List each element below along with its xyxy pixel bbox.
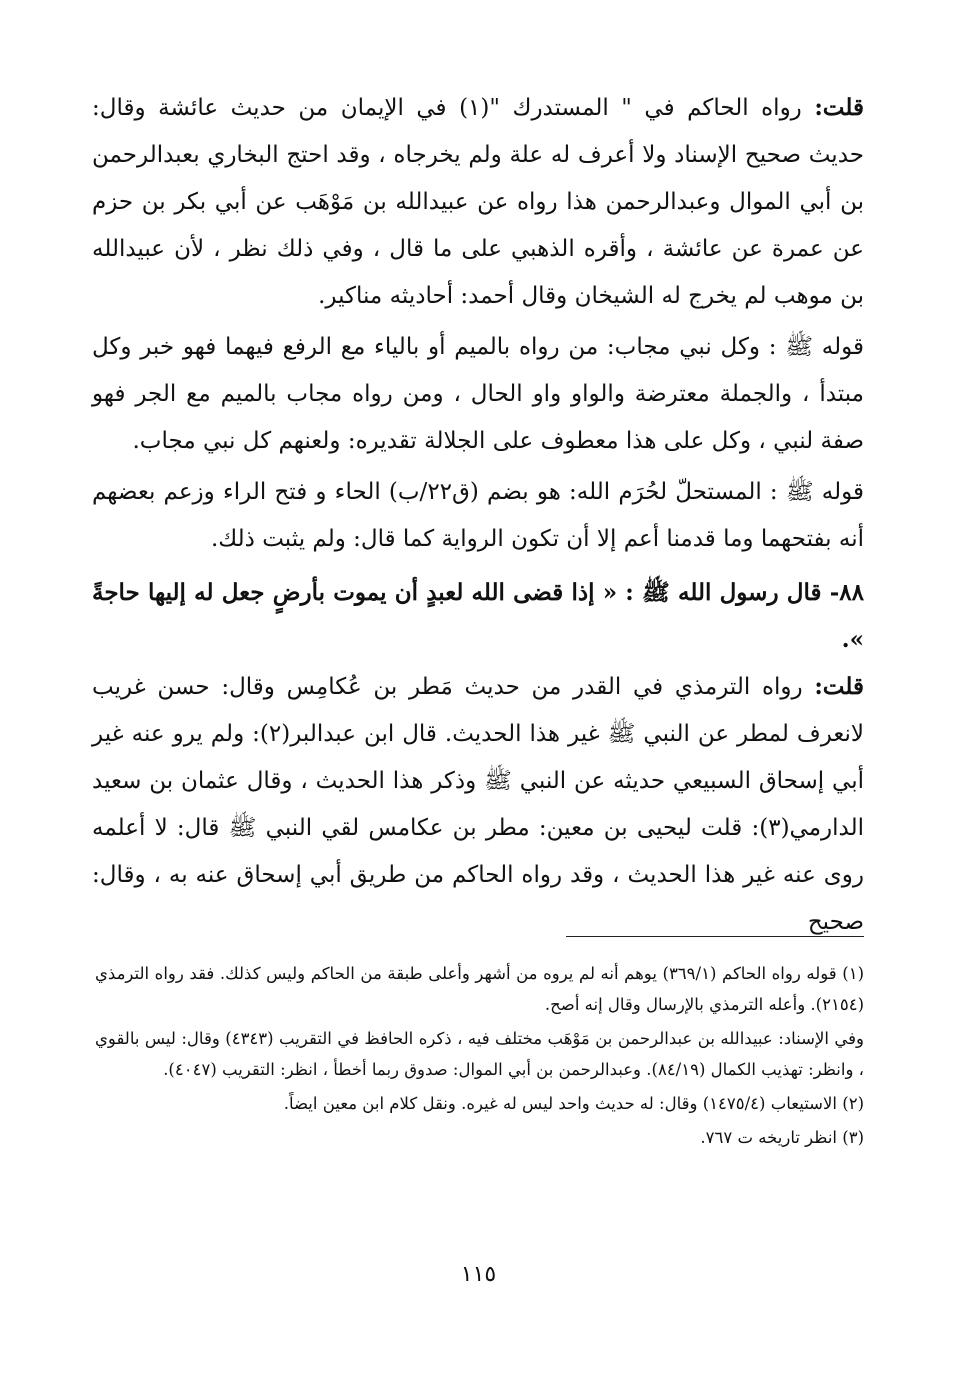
paragraph-body: رواه الحاكم في " المستدرك "(١) في الإيمان من حديث عائشة وقال: حديث صحيح الإسناد ولا أعرف له علة ولم يخرجاه ، وقد احتج البخاري بعبدالرحمن بن أبي الموال وعبدالرحمن هذا رواه عن عبيدالله بن مَوْهَب عن أبي بكر بن حزم عن عمرة عن عائشة ، وأقره الذهبي على ما قال ، وفي ذلك نظر ، لأن عبيدالله بن موهب لم يخرج له الشيخان وقال أحمد: أحاديثه مناكير.: [92, 95, 864, 309]
page-number: ١١٥: [460, 1262, 497, 1287]
paragraph-tirmidhi-qadar: [92, 663, 864, 946]
paragraph-hakim-mustadrak: [92, 84, 864, 320]
footnote-3: (٣) انظر تاريخه ت ٧٦٧.: [700, 1128, 864, 1147]
footnote-1: (١) قوله رواه الحاكم (٣٦٩/١) يوهم أنه لم يروه من أشهر وأعلى طبقة من الحاكم وليس كذلك. فقد رواه الترمذي (٢١٥٤). وأعله الترمذي بالإرسال وقال إنه أصح.: [95, 964, 864, 1014]
paragraph-body: رواه الترمذي في القدر من حديث مَطر بن عُكامِس وقال: حسن غريب لانعرف لمطر عن النبي ﷺ غير هذا الحديث. قال ابن عبدالبر(٢): ولم يرو عنه غير أبي إسحاق السبيعي حديثه عن النبي ﷺ وذكر هذا الحديث ، وقال عثمان بن سعيد الدارمي(٣): قلت ليحيى بن معين: مطر بن عكامس لقي النبي ﷺ قال: لا أعلمه روى عنه غير هذا الحديث ، وقد رواه الحاكم من طريق أبي إسحاق عنه به ، وقال: صحيح: [92, 674, 864, 935]
footnotes: [95, 958, 864, 1153]
paragraph-lead: قلت:: [814, 673, 864, 700]
hadith-88: [92, 569, 864, 663]
paragraph-body: قوله ﷺ : المستحلّ لحُرَم الله: هو بضم (ق٢٢/ب) الحاء و فتح الراء وزعم بعضهم أنه بفتحهما وما قدمنا أعم إلا أن تكون الرواية كما قال: ولم يثبت ذلك.: [92, 479, 865, 552]
paragraph-mustahill: [92, 469, 864, 563]
paragraph-lead: قلت:: [814, 94, 864, 121]
main-text: [92, 84, 864, 946]
footnote-2: (٢) الاستيعاب (١٤٧٥/٤) وقال: له حديث واحد ليس له غيره. ونقل كلام ابن معين ايضاً.: [283, 1094, 864, 1113]
paragraph-kull-nabi-mujab: [92, 324, 864, 465]
hadith-text: ٨٨- قال رسول الله ﷺ : « إذا قضى الله لعبدٍ أن يموت بأرضٍ جعل له إليها حاجةً ».: [92, 579, 864, 653]
footnote-1-continued: وفي الإسناد: عبيدالله بن عبدالرحمن بن مَوْهَب مختلف فيه ، ذكره الحافظ في التقريب (٤٣٤٣) وقال: ليس بالقوي ، وانظر: تهذيب الكمال (٨٤/١٩). وعبدالرحمن بن أبي الموال: صدوق ربما أخطأ ، انظر: التقريب (٤٠٤٧).: [95, 1029, 865, 1079]
footnote-separator: [566, 936, 864, 937]
paragraph-body: قوله ﷺ : وكل نبي مجاب: من رواه بالميم أو بالياء مع الرفع فيهما فهو خبر وكل مبتدأ ، والجملة معترضة والواو واو الحال ، ومن رواه مجاب بالميم مع الجر فهو صفة لنبي ، وكل على هذا معطوف على الجلالة تقديره: ولعنهم كل نبي مجاب.: [92, 334, 864, 454]
